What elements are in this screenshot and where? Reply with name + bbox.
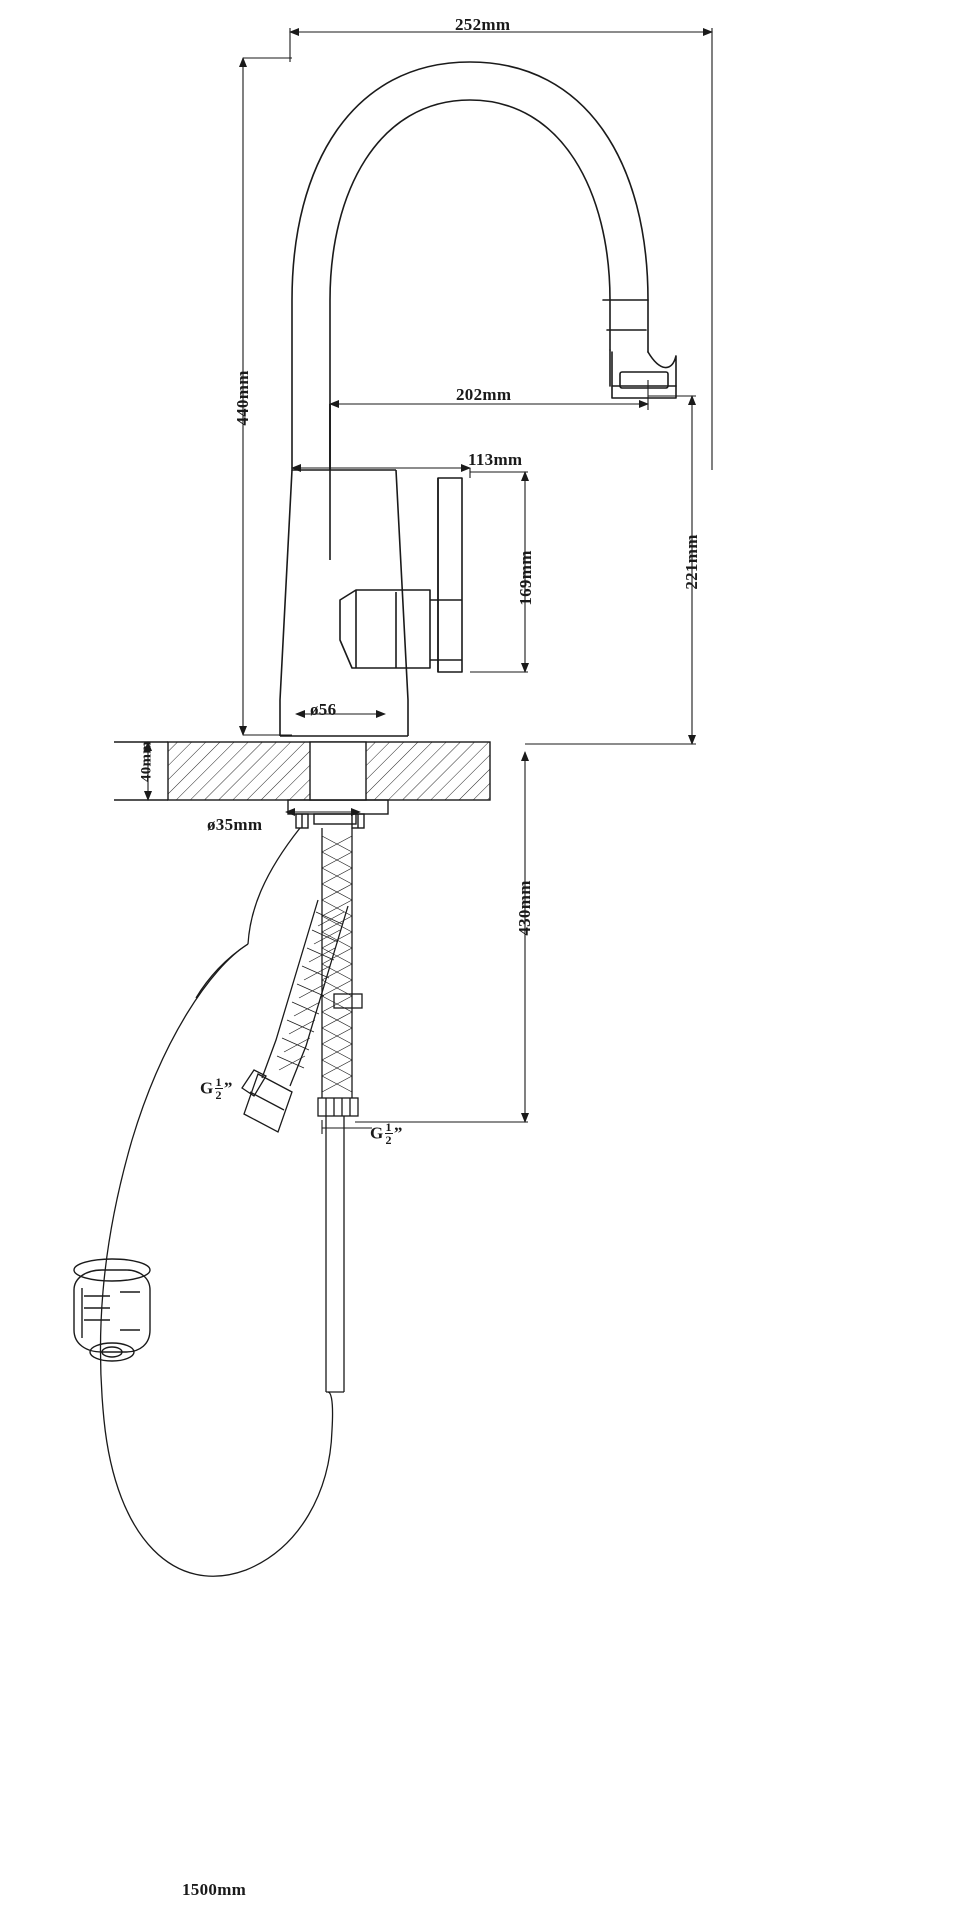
faucet-body (292, 62, 676, 470)
thread-left-fraction: $\frac{1}{2}$ (215, 1075, 222, 1102)
thread-left-suffix: ” (223, 1078, 233, 1098)
braided-hoses (242, 828, 362, 1392)
thread-label-left (200, 1077, 233, 1102)
hose-weight (74, 1259, 150, 1361)
thread-label-right (370, 1122, 403, 1147)
dim-spout-height: 221mm (682, 534, 701, 590)
dim-hole-diameter: ø35mm (207, 815, 263, 834)
dim-hose-drop: 430mm (515, 880, 534, 936)
dim-handle-height: 169mm (516, 550, 535, 606)
dimension-lines (114, 28, 712, 1134)
thread-right-fraction: $\frac{1}{2}$ (385, 1120, 392, 1147)
dim-deck-thickness: 40mm (138, 740, 155, 783)
thread-right-suffix: ” (393, 1123, 403, 1143)
thread-left-prefix: G (200, 1078, 214, 1098)
thread-right-prefix: G (370, 1123, 384, 1143)
dim-spout-reach: 202mm (456, 385, 512, 404)
mounting-hardware (288, 800, 388, 828)
dim-base-diameter: ø56 (310, 700, 337, 719)
dim-handle-depth: 113mm (468, 450, 523, 469)
dim-overall-height: 440mm (233, 370, 252, 426)
countertop-section (114, 742, 490, 800)
faucet-column (280, 404, 408, 736)
pullout-hose (100, 828, 332, 1576)
dim-pullout-hose-length: 1500mm (182, 1880, 247, 1899)
dim-overall-width: 252mm (455, 15, 511, 34)
